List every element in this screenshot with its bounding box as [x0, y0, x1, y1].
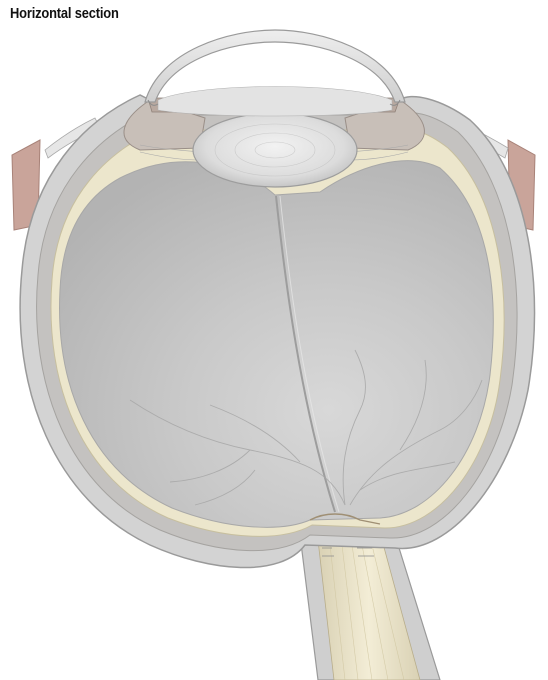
vitreous-body	[60, 161, 494, 528]
anterior-chamber	[158, 87, 392, 117]
figure-title: Horizontal section	[10, 5, 119, 22]
